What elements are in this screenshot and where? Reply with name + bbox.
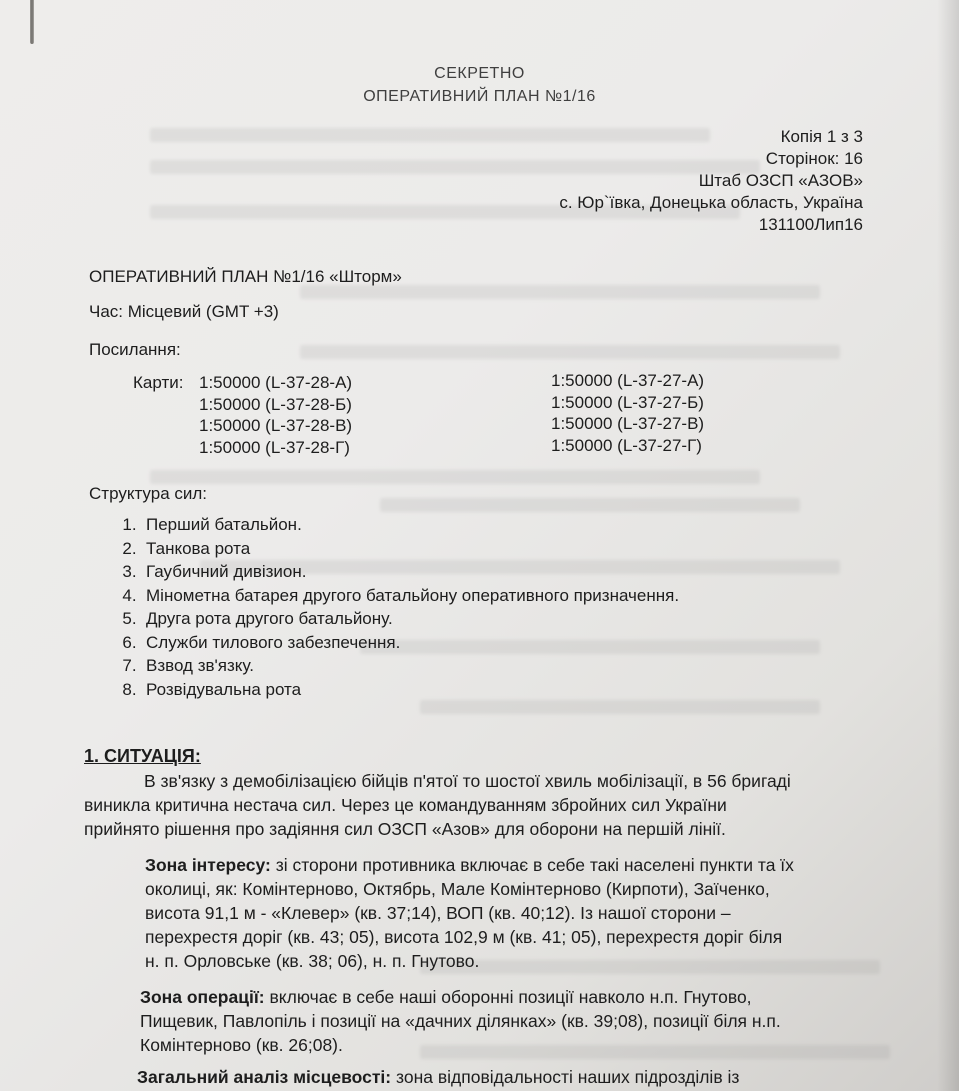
zone-ops-label: Зона операції: [140,987,265,1007]
list-item: 8. Розвідувальна рота [122,679,302,699]
terrain-label: Загальний аналіз місцевості: [137,1067,392,1087]
zone-interest-line: околиці, як: Комінтерново, Октябрь, Мале Комінтерново (Кирпоти), Заїченко, [145,879,770,899]
map-ref: 1:50000 (L-37-28-В) [199,416,353,435]
list-item: 4. Мінометна батарея другого батальйону оперативного призначення. [122,585,680,605]
bleed-through [150,470,760,484]
maps-label: Карти: [133,373,184,392]
zone-interest-line: висота 91,1 м - «Клевер» (кв. 37;14), ВОП (кв. 40;12). Із нашої сторони – [145,903,731,923]
header-plan-title: ОПЕРАТИВНИЙ ПЛАН №1/16 [363,88,596,105]
copy-number: Копія 1 з 3 [780,127,863,146]
bleed-through [420,960,880,974]
map-ref: 1:50000 (L-37-28-Б) [199,394,352,414]
bleed-through [420,1045,890,1059]
terrain-line: Загальний аналіз місцевості: зона відповідальності наших підрозділів із [137,1067,740,1087]
zone-interest-line: перехрестя доріг (кв. 43; 05), висота 102,9 м (кв. 41; 05), перехрестя доріг біля [145,927,783,947]
classification: СЕКРЕТНО [434,65,525,82]
force-structure-list [96,513,679,701]
zone-interest-line: н. п. Орловське (кв. 38; 06), н. п. Гнутово. [145,951,480,971]
list-item: 5. Друга рота другого батальйону. [122,609,393,628]
zone-ops-line: Зона операції: включає в себе наші оборонні позиції навколо н.п. Гнутово, [140,987,752,1007]
bleed-through [150,128,710,142]
plan-name: ОПЕРАТИВНИЙ ПЛАН №1/16 «Шторм» [89,267,402,286]
bleed-through [150,160,760,174]
map-ref: 1:50000 (L-37-28-Г) [199,437,350,457]
paper-edge-shadow [937,0,959,1091]
staple-icon [30,0,34,44]
list-item: 6. Служби тилового забезпечення. [122,632,401,652]
section-heading: 1. СИТУАЦІЯ: [84,746,201,766]
map-ref: 1:50000 (L-37-27-Б) [551,392,704,412]
bleed-through [380,498,800,512]
location: с. Юр`ївка, Донецька область, Україна [559,193,863,212]
map-ref: 1:50000 (L-37-27-В) [551,414,705,433]
list-item: 1. Перший батальйон. [122,515,302,534]
map-ref: 1:50000 (L-37-27-А) [551,371,705,390]
map-ref: 1:50000 (L-37-28-А) [199,373,353,392]
map-ref: 1:50000 (L-37-27-Г) [551,435,702,455]
references-label: Посилання: [89,340,181,359]
date-time-group: 131100Лип16 [758,215,863,234]
zone-ops-line: Комінтерново (кв. 26;08). [140,1035,343,1055]
list-item: 2. Танкова рота [122,538,251,558]
time-zone: Час: Місцевий (GMT +3) [89,302,279,321]
headquarters: Штаб ОЗСП «АЗОВ» [698,171,863,190]
list-item: 7. Взвод зв'язку. [122,656,254,675]
force-structure-label: Структура сил: [89,484,208,503]
paragraph-line: В зв'язку з демобілізацією бійців п'ятої то шостої хвиль мобілізації, в 56 бригаді [144,771,791,791]
page-count: Сторінок: 16 [765,149,863,168]
zone-ops-line: Пищевик, Павлопіль і позиції на «дачних ділянках» (кв. 39;08), позиції біля н.п. [140,1011,781,1031]
list-item: 3. Гаубичний дивізион. [122,562,307,581]
bleed-through [300,345,840,359]
zone-interest-label: Зона інтересу: [145,855,271,875]
zone-interest-line: Зона інтересу: зі сторони противника включає в себе такі населені пункти та їх [145,855,794,875]
bleed-through [420,700,820,714]
paragraph-line: прийнято рішення про задіяння сил ОЗСП «Азов» для оборони на першій лінії. [84,819,726,839]
paragraph-line: виникла критична нестача сил. Через це командуванням збройних сил України [84,795,727,815]
